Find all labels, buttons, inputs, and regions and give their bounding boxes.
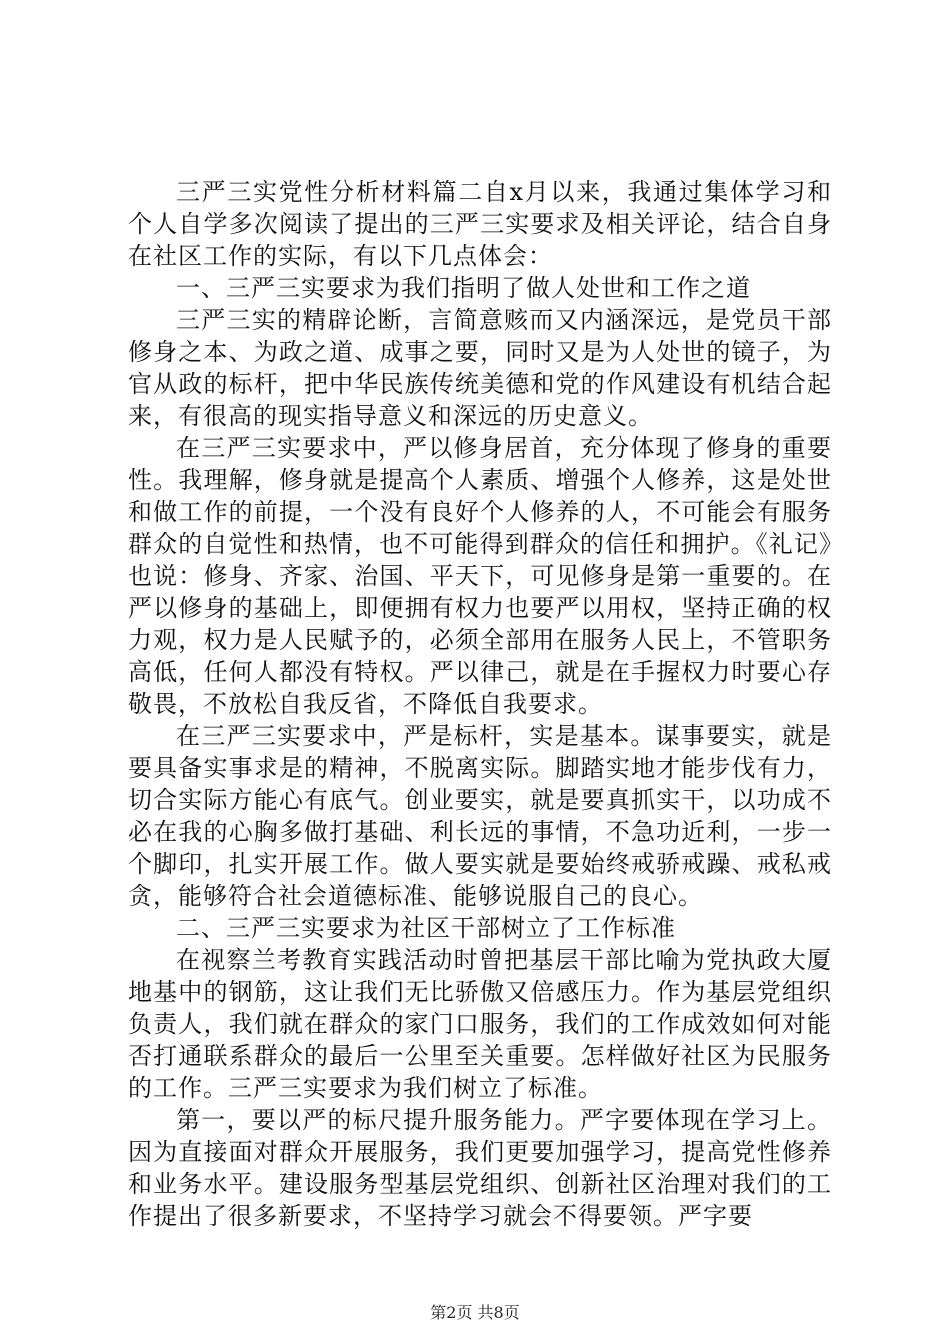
paragraph: 在三严三实要求中，严是标杆，实是基本。谋事要实，就是要具备实事求是的精神，不脱离实际。脚踏实地才能步伐有力，切合实际方能心有底气。创业要实，就是要真抓实干，以功成不必在我的心胸多做打基础、利长远的事情，不急功近利，一步一个脚印，扎实开展工作。做人要实就是要始终戒骄戒躁、戒私戒贪，能够符合社会道德标准、能够说服自己的良心。 [128,722,832,910]
page-number-footer: 第2页 共8页 [430,1303,520,1322]
document-body [128,176,832,1232]
paragraph: 第一，要以严的标尺提升服务能力。严字要体现在学习上。因为直接面对群众开展服务，我们更要加强学习，提高党性修养和业务水平。建设服务型基层党组织、创新社区治理对我们的工作提出了很多新要求，不坚持学习就会不得要领。严字要 [128,1106,832,1230]
section-heading-1: 一、三严三实要求为我们指明了做人处世和工作之道 [176,274,751,302]
paragraph: 在三严三实要求中，严以修身居首，充分体现了修身的重要性。我理解，修身就是提高个人素质、增强个人修养，这是处世和做工作的前提，一个没有良好个人修养的人，不可能会有服务群众的自觉性和热情，也不可能得到群众的信任和拥护。《礼记》也说：修身、齐家、治国、平天下，可见修身是第一重要的。在严以修身的基础上，即便拥有权力也要严以用权，坚持正确的权力观，权力是人民赋予的，必须全部用在服务人民上，不管职务高低，任何人都没有特权。严以律己，就是在手握权力时要心存敬畏，不放松自我反省，不降低自我要求。 [128,434,832,718]
paragraph: 三严三实的精辟论断，言简意赅而又内涵深远，是党员干部修身之本、为政之道、成事之要，同时又是为人处世的镜子，为官从政的标杆，把中华民族传统美德和党的作风建设有机结合起来，有很高的现实指导意义和深远的历史意义。 [128,306,832,430]
paragraph-intro: 三严三实党性分析材料篇二自x月以来，我通过集体学习和个人自学多次阅读了提出的三严三实要求及相关评论，结合自身在社区工作的实际，有以下几点体会： [128,178,832,270]
paragraph: 在视察兰考教育实践活动时曾把基层干部比喻为党执政大厦地基中的钢筋，这让我们无比骄傲又倍感压力。作为基层党组织负责人，我们就在群众的家门口服务，我们的工作成效如何对能否打通联系群众的最后一公里至关重要。怎样做好社区为民服务的工作。三严三实要求为我们树立了标准。 [128,946,832,1102]
section-heading-2: 二、三严三实要求为社区干部树立了工作标准 [176,914,676,942]
